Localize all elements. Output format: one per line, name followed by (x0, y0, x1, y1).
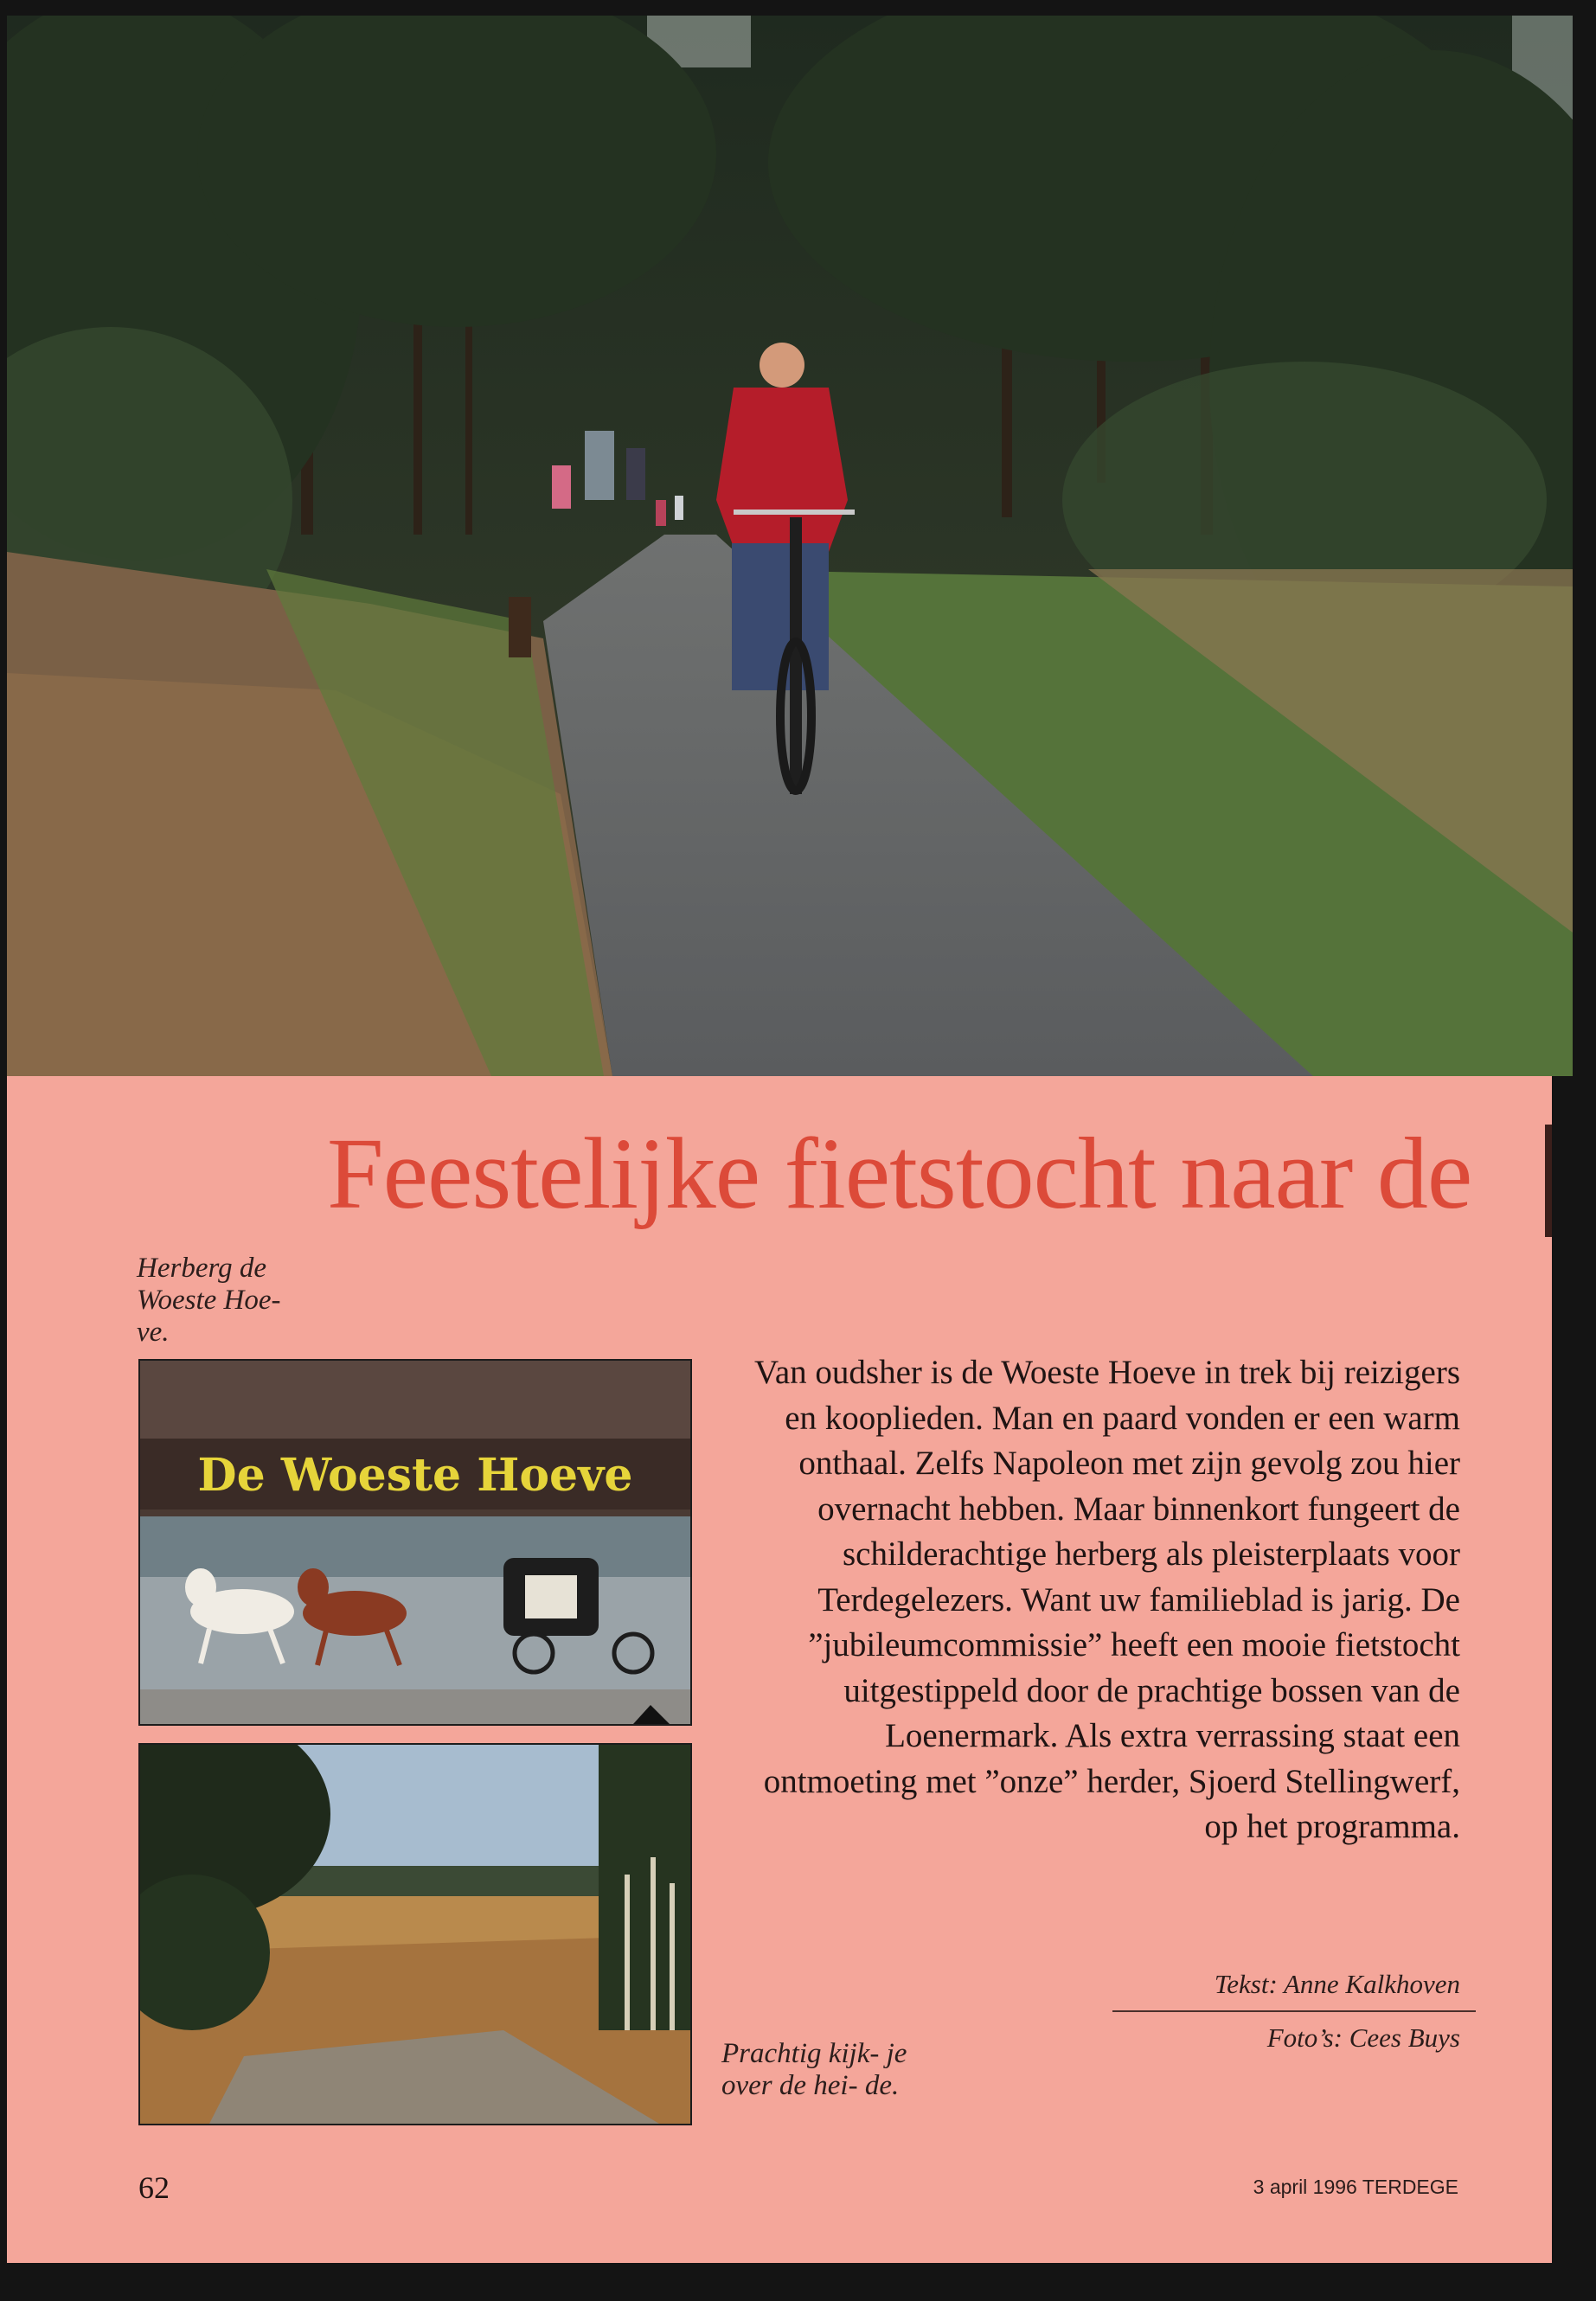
credit-text: Tekst: Anne Kalkhoven (1214, 1969, 1460, 1999)
issue-label: 3 april 1996 TERDEGE (1253, 2176, 1458, 2198)
article-body: Van oudsher is de Woeste Hoeve in trek bij reizigers en kooplieden. Man en paard vonden er een warm onthaal. Zelfs Napoleon met zijn gevolg zou hier overnacht hebben. Maar binnenkort fungeert de schilderachtige herberg als pleisterplaats voor Terdegelezers. Want uw familieblad is jarig. De ”jubileumcommissie” heeft een mooie fietstocht uitgestippeld door de prachtige bossen van de Loenermark. Als extra verrassing staat een ontmoeting met ”onze” herder, Sjoerd Stellingwerf, op het programma. (754, 1354, 1460, 1845)
caption-herberg: Herberg de Woeste Hoe- ve. (137, 1253, 281, 1348)
page-edge (1552, 1076, 1573, 2263)
article-title: Feestelijke fietstocht naar de (327, 1117, 1472, 1230)
sign-lettering: De Woeste Hoeve (197, 1449, 633, 1502)
page-number: 62 (138, 2170, 170, 2205)
woeste-hoeve-sign-photo (138, 1359, 692, 1726)
credit-photos: Foto’s: Cees Buys (1266, 2022, 1460, 2053)
heath-landscape-photo (138, 1743, 692, 2125)
cyclists-forest-photo (7, 16, 1573, 1076)
credit-divider (1112, 2010, 1476, 2012)
magazine-page (7, 16, 1573, 2263)
caption-heide: Prachtig kijk- je over de hei- de. (721, 2038, 907, 2101)
